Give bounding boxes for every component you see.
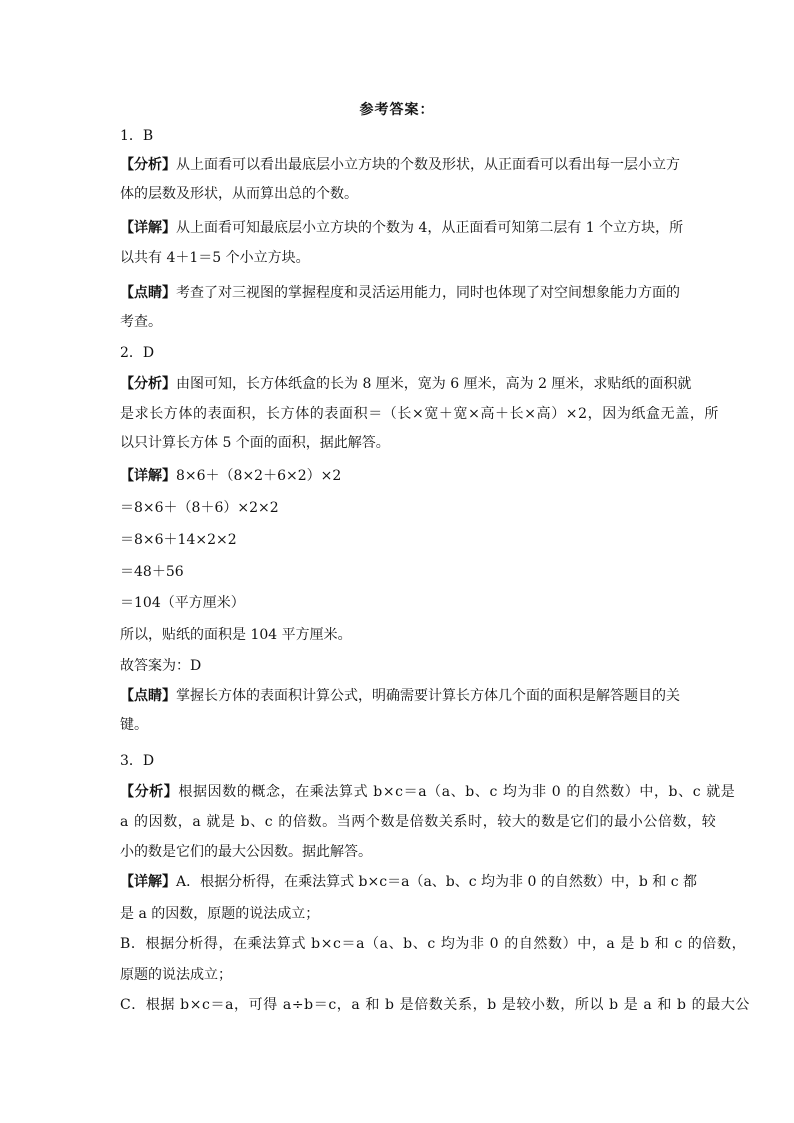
line-text: 是求长方体的表面积，长方体的表面积＝（长×宽＋宽×高＋长×高）×2，因为纸盒无盖，所 — [120, 406, 720, 422]
line-text: 是 a 的因数，原题的说法成立； — [120, 906, 320, 922]
line-text: 由图可知，长方体纸盒的长为 8 厘米，宽为 6 厘米，高为 2 厘米，求贴纸的面积就 — [176, 376, 692, 392]
answer-line — [120, 686, 680, 706]
answer-line — [120, 842, 372, 862]
answer-line — [120, 751, 154, 771]
answer-line — [120, 593, 245, 613]
answer-line — [120, 530, 237, 550]
line-text: C．根据 b×c＝a，可得 a÷b＝c，a 和 b 是倍数关系，b 是较小数，所以 b 是 a 和 b 的最大公 — [120, 997, 751, 1013]
section-tag: 【详解】 — [120, 874, 176, 890]
answer-line — [120, 404, 719, 424]
answer-line — [120, 498, 279, 518]
answer-line — [120, 126, 153, 146]
answer-line — [120, 374, 691, 394]
answer-line — [120, 872, 697, 892]
answer-line — [120, 283, 680, 303]
answer-line — [120, 184, 358, 204]
answer-line — [120, 965, 232, 985]
line-text: ＝104（平方厘米） — [120, 595, 245, 611]
line-text: 以只计算长方体 5 个面的面积，据此解答。 — [120, 435, 390, 451]
answer-line — [120, 995, 750, 1015]
line-text: 8×6＋（8×2＋6×2）×2 — [176, 468, 342, 484]
section-tag: 【分析】 — [120, 784, 179, 800]
line-text: 从上面看可知最底层小立方块的个数为 4，从正面看可知第二层有 1 个立方块，所 — [176, 220, 684, 236]
line-text: 体的层数及形状，从而算出总的个数。 — [120, 186, 358, 202]
answer-line — [120, 155, 680, 175]
answer-line — [120, 715, 148, 735]
answer-line — [120, 656, 201, 676]
line-text: ＝8×6＋14×2×2 — [120, 532, 237, 548]
line-text: 键。 — [120, 717, 148, 733]
answer-line — [120, 934, 746, 954]
section-tag: 【详解】 — [120, 468, 176, 484]
section-tag: 【点睛】 — [120, 688, 176, 704]
answer-line — [120, 782, 735, 802]
line-text: 根据因数的概念，在乘法算式 b×c＝a（a、b、c 均为非 0 的自然数）中，b、c 就是 — [178, 784, 736, 800]
line-text: B．根据分析得，在乘法算式 b×c＝a（a、b、c 均为非 0 的自然数）中，a 是 b 和 c 的倍数， — [120, 936, 747, 952]
answer-line — [120, 312, 162, 332]
answer-line — [120, 248, 310, 268]
section-tag: 【分析】 — [120, 157, 176, 173]
answer-line — [120, 343, 154, 363]
line-text: 2．D — [120, 345, 155, 361]
section-tag: 【分析】 — [120, 376, 176, 392]
answer-line — [120, 218, 683, 238]
line-text: 掌握长方体的表面积计算公式，明确需要计算长方体几个面的面积是解答题目的关 — [176, 688, 680, 704]
answer-line — [120, 904, 319, 924]
answer-line — [120, 625, 352, 645]
line-text: 3．D — [120, 753, 155, 769]
line-text: A．根据分析得，在乘法算式 b×c＝a（a、b、c 均为非 0 的自然数）中，b 和 c 都 — [176, 874, 697, 890]
line-text: 所以，贴纸的面积是 104 平方厘米。 — [120, 627, 352, 643]
line-text: 1．B — [120, 128, 154, 144]
line-text: 故答案为：D — [120, 658, 202, 674]
section-tag: 【详解】 — [120, 220, 176, 236]
line-text: ＝48＋56 — [120, 564, 184, 580]
line-text: 以共有 4＋1＝5 个小立方块。 — [120, 250, 310, 266]
line-text: 原题的说法成立； — [120, 967, 232, 983]
page-title: 参考答案： — [359, 102, 435, 118]
answer-line — [120, 562, 184, 582]
answer-line — [120, 466, 341, 486]
line-text: 考查。 — [120, 314, 162, 330]
answer-line — [120, 433, 390, 453]
line-text: a 的因数，a 就是 b、c 的倍数。当两个数是倍数关系时，较大的数是它们的最小公倍数，较 — [120, 814, 717, 830]
section-tag: 【点睛】 — [120, 285, 176, 301]
answer-line — [120, 812, 716, 832]
line-text: ＝8×6＋（8＋6）×2×2 — [120, 500, 279, 516]
line-text: 小的数是它们的最大公因数。据此解答。 — [120, 844, 372, 860]
line-text: 考查了对三视图的掌握程度和灵活运用能力，同时也体现了对空间想象能力方面的 — [176, 285, 680, 301]
line-text: 从上面看可以看出最底层小立方块的个数及形状，从正面看可以看出每一层小立方 — [176, 157, 680, 173]
